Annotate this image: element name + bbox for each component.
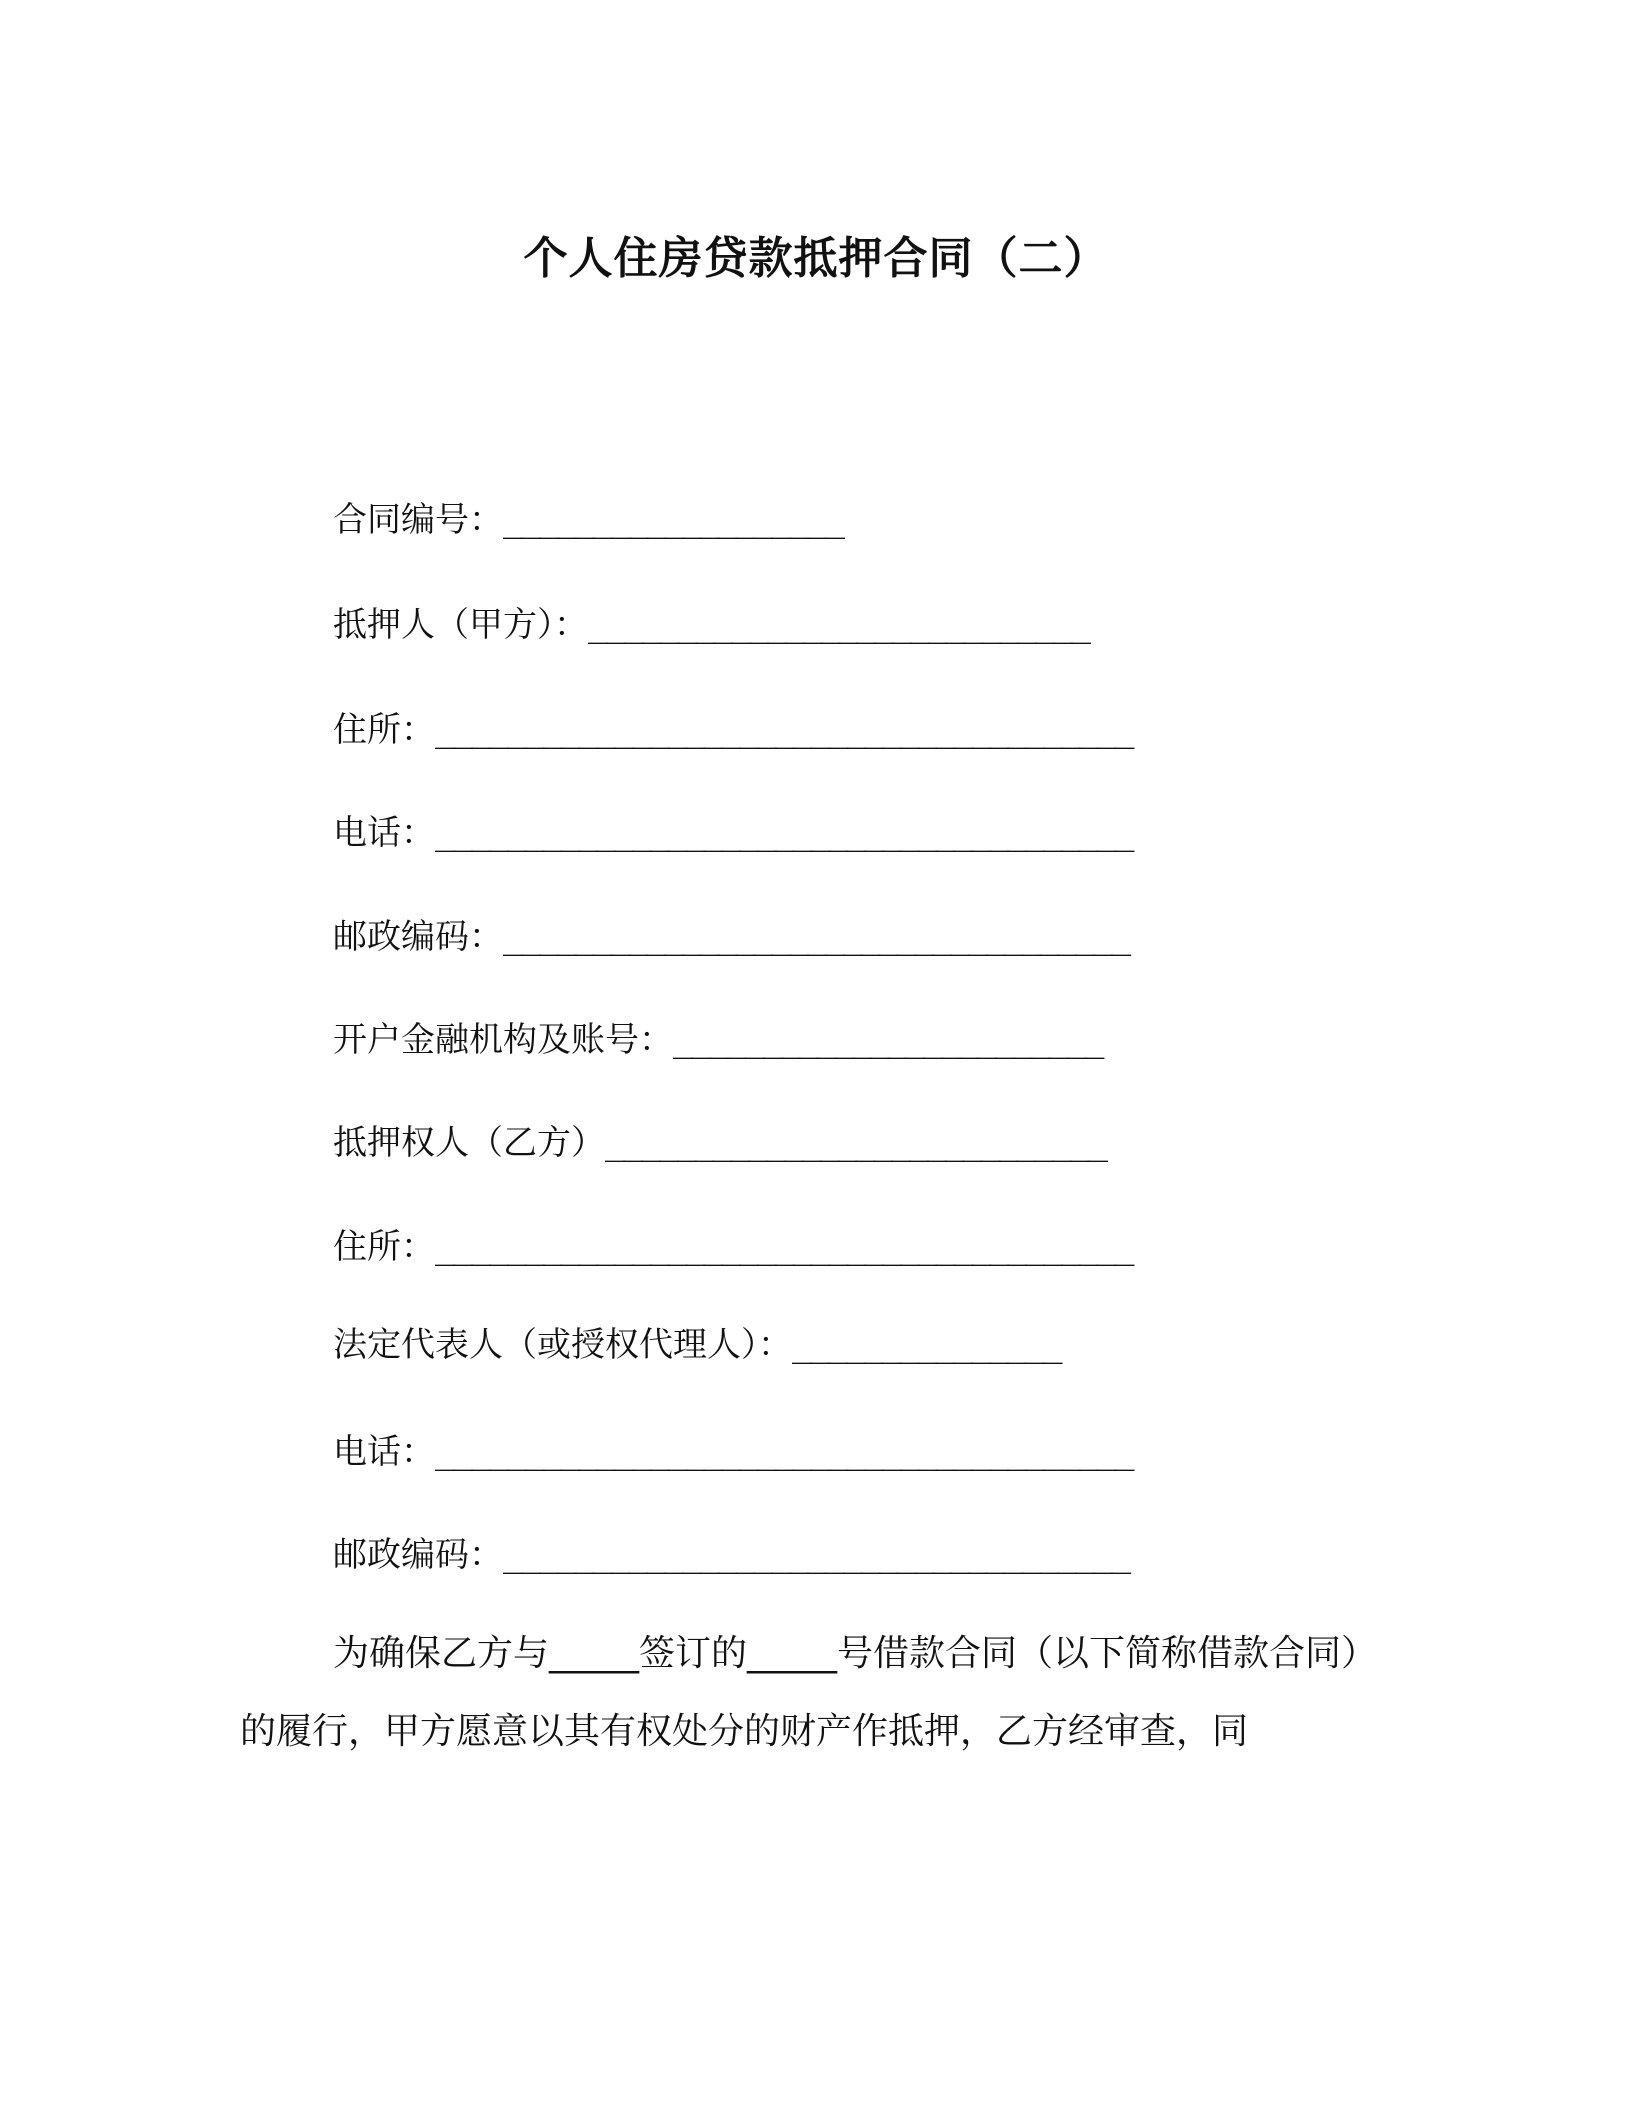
field-contract-number (333, 500, 843, 540)
field-label: 电话： (333, 1432, 435, 1472)
field-blank[interactable]: _______________________________________ (435, 1432, 1132, 1472)
field-blank[interactable]: ___________________________________ (503, 1535, 1129, 1575)
field-label: 住所： (333, 1227, 435, 1267)
field-label: 邮政编码： (333, 1535, 503, 1575)
field-mortgagee-phone (333, 1432, 1132, 1472)
field-blank[interactable]: ________________________ (673, 1020, 1102, 1060)
field-label: 合同编号： (333, 500, 503, 540)
field-label: 电话： (333, 813, 435, 853)
field-mortgagor-phone (333, 813, 1132, 853)
field-mortgagee-address (333, 1227, 1132, 1267)
field-label: 开户金融机构及账号： (333, 1020, 673, 1060)
field-bank-account (333, 1020, 1102, 1060)
field-label: 法定代表人（或授权代理人）： (333, 1325, 792, 1365)
field-legal-representative (333, 1325, 1060, 1365)
field-mortgagor (333, 605, 1088, 645)
field-label: 邮政编码： (333, 917, 503, 957)
body-paragraph (240, 1615, 1370, 1771)
field-blank[interactable]: _______________________________________ (435, 1227, 1132, 1267)
field-label: 住所： (333, 710, 435, 750)
field-label: 抵押人（甲方）： (333, 605, 588, 645)
field-blank[interactable]: _______________________________________ (435, 710, 1132, 750)
field-label: 抵押权人（乙方） (333, 1123, 605, 1163)
field-mortgagor-address (333, 710, 1132, 750)
field-blank[interactable]: ____________________________ (605, 1123, 1106, 1163)
paragraph-text: 为确保乙方与_____签订的_____号借款合同（以下简称借款合同）的履行，甲方愿意以其有权处分的财产作抵押，乙方经审查，同 (240, 1633, 1360, 1752)
field-blank[interactable]: _______________ (792, 1325, 1061, 1365)
field-blank[interactable]: ___________________ (503, 500, 843, 540)
field-mortgagee-postcode (333, 1535, 1128, 1575)
field-mortgagee (333, 1123, 1105, 1163)
field-blank[interactable]: _______________________________________ (435, 813, 1132, 853)
document-title: 个人住房贷款抵押合同（二） (523, 233, 1109, 284)
field-blank[interactable]: ___________________________________ (503, 917, 1129, 957)
field-blank[interactable]: ____________________________ (588, 605, 1089, 645)
field-mortgagor-postcode (333, 917, 1128, 957)
